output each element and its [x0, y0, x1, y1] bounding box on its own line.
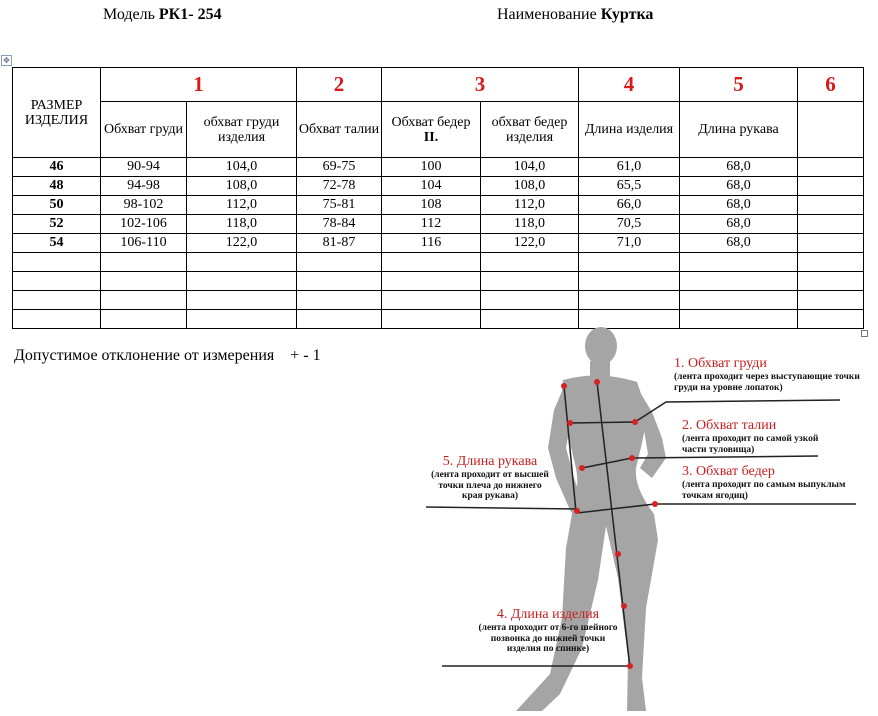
group-number-3: 3 — [382, 68, 579, 102]
marker-neck — [594, 379, 600, 385]
cell-chest: 94-98 — [101, 177, 187, 196]
model-label: Модель — [103, 6, 155, 23]
cell-hips: 112 — [382, 215, 481, 234]
cell-hips: 100 — [382, 158, 481, 177]
cell-length: 71,0 — [579, 234, 680, 253]
table-row-empty — [13, 253, 864, 272]
table-row — [13, 234, 864, 253]
callout-chest — [674, 356, 874, 393]
table-row-empty — [13, 291, 864, 310]
cell-hips: 108 — [382, 196, 481, 215]
group-number-row — [13, 68, 864, 102]
cell-length: 65,5 — [579, 177, 680, 196]
cell-empty — [101, 291, 187, 310]
cell-extra — [798, 234, 864, 253]
cell-hips-garment: 112,0 — [481, 196, 579, 215]
cell-empty — [13, 291, 101, 310]
callout-chest-desc: (лента проходит через выступающие точки груди на уровне лопаток) — [674, 372, 860, 393]
cell-size: 54 — [13, 234, 101, 253]
marker-length-mid — [615, 551, 621, 557]
table-row — [13, 196, 864, 215]
cell-empty — [13, 253, 101, 272]
cell-extra — [798, 215, 864, 234]
group-number-6: 6 — [798, 68, 864, 102]
cell-size: 46 — [13, 158, 101, 177]
cell-empty — [101, 310, 187, 329]
marker-length-mid2 — [621, 603, 627, 609]
callout-sleeve-desc: (лента проходит от высшей точки плеча до нижнего края рукава) — [431, 470, 549, 501]
table-row — [13, 158, 864, 177]
silhouette-torso — [516, 375, 658, 711]
callout-waist-desc: (лента проходит по самой узкой части туловища) — [682, 434, 819, 455]
marker-waist-right — [629, 455, 635, 461]
cell-extra — [798, 196, 864, 215]
measurement-figure — [420, 318, 878, 711]
group-number-5: 5 — [680, 68, 798, 102]
cell-size: 52 — [13, 215, 101, 234]
cell-hips-garment: 104,0 — [481, 158, 579, 177]
marker-hips — [652, 501, 658, 507]
cell-waist: 75-81 — [297, 196, 382, 215]
cell-empty — [798, 291, 864, 310]
col-chest: Обхват груди — [101, 102, 187, 158]
cell-empty — [187, 272, 297, 291]
cell-hips: 104 — [382, 177, 481, 196]
cell-chest-garment: 108,0 — [187, 177, 297, 196]
callout-sleeve — [430, 454, 550, 502]
cell-empty — [481, 253, 579, 272]
callout-hips-title: 3. Обхват бедер — [682, 464, 775, 479]
callout-sleeve-title: 5. Длина рукава — [442, 454, 538, 469]
cell-empty — [297, 253, 382, 272]
cell-sleeve: 68,0 — [680, 158, 798, 177]
callout-waist — [682, 418, 842, 455]
marker-sleeve-end — [574, 508, 580, 514]
cell-length: 61,0 — [579, 158, 680, 177]
cell-waist: 69-75 — [297, 158, 382, 177]
cell-empty — [382, 272, 481, 291]
marker-chest-right — [632, 419, 638, 425]
cell-empty — [187, 291, 297, 310]
product-name-value: Куртка — [600, 6, 654, 23]
cell-empty — [297, 291, 382, 310]
table-move-handle-icon[interactable]: ✥ — [1, 55, 12, 66]
cell-empty — [481, 291, 579, 310]
cell-chest: 106-110 — [101, 234, 187, 253]
cell-hips-garment: 108,0 — [481, 177, 579, 196]
cell-waist: 78-84 — [297, 215, 382, 234]
cell-empty — [798, 253, 864, 272]
model-header — [103, 6, 222, 24]
cell-empty — [297, 272, 382, 291]
cell-size: 50 — [13, 196, 101, 215]
col-hips-mark: II. — [423, 129, 439, 145]
col-waist: Обхват талии — [297, 102, 382, 158]
marker-chest-left — [567, 420, 573, 426]
cell-sleeve: 68,0 — [680, 196, 798, 215]
col-length: Длина изделия — [579, 102, 680, 158]
callout-chest-title: 1. Обхват груди — [674, 356, 767, 371]
cell-empty — [187, 310, 297, 329]
table-row — [13, 177, 864, 196]
cell-empty — [101, 272, 187, 291]
cell-empty — [382, 291, 481, 310]
cell-waist: 72-78 — [297, 177, 382, 196]
cell-empty — [481, 272, 579, 291]
cell-empty — [579, 253, 680, 272]
col-hips — [382, 102, 481, 158]
cell-chest: 90-94 — [101, 158, 187, 177]
line-chest-torso — [570, 422, 635, 423]
model-value: РК1- 254 — [158, 6, 222, 23]
cell-length: 66,0 — [579, 196, 680, 215]
cell-empty — [579, 291, 680, 310]
callout-hips — [682, 464, 868, 501]
cell-empty — [680, 272, 798, 291]
cell-waist: 81-87 — [297, 234, 382, 253]
col-chest-garment: обхват груди изделия — [187, 102, 297, 158]
table-row-empty — [13, 272, 864, 291]
cell-empty — [187, 253, 297, 272]
callout-waist-title: 2. Обхват талии — [682, 418, 777, 433]
cell-empty — [680, 253, 798, 272]
product-name-header — [497, 6, 653, 24]
cell-empty — [13, 272, 101, 291]
group-number-4: 4 — [579, 68, 680, 102]
callout-length-title: 4. Длина изделия — [496, 607, 600, 622]
group-number-1: 1 — [101, 68, 297, 102]
tolerance-note: Допустимое отклонение от измерения + - 1 — [14, 347, 321, 364]
size-header-cell: РАЗМЕР ИЗДЕЛИЯ — [13, 68, 101, 158]
column-label-row — [13, 102, 864, 158]
callout-length — [478, 607, 618, 655]
cell-hips-garment: 118,0 — [481, 215, 579, 234]
cell-sleeve: 68,0 — [680, 234, 798, 253]
col-sleeve: Длина рукава — [680, 102, 798, 158]
cell-empty — [579, 272, 680, 291]
line-sleeve-callout — [426, 507, 577, 509]
cell-chest: 102-106 — [101, 215, 187, 234]
marker-length-end — [627, 663, 633, 669]
cell-chest-garment: 112,0 — [187, 196, 297, 215]
col-hips-garment: обхват бедер изделия — [481, 102, 579, 158]
cell-extra — [798, 158, 864, 177]
cell-empty — [680, 291, 798, 310]
group-number-2: 2 — [297, 68, 382, 102]
cell-sleeve: 68,0 — [680, 215, 798, 234]
cell-chest: 98-102 — [101, 196, 187, 215]
size-chart-table — [12, 67, 864, 329]
table-body — [13, 158, 864, 329]
cell-empty — [297, 310, 382, 329]
cell-extra — [798, 177, 864, 196]
cell-size: 48 — [13, 177, 101, 196]
cell-chest-garment: 122,0 — [187, 234, 297, 253]
table-row — [13, 215, 864, 234]
cell-hips-garment: 122,0 — [481, 234, 579, 253]
product-name-label: Наименование — [497, 6, 597, 23]
cell-chest-garment: 104,0 — [187, 158, 297, 177]
callout-hips-desc: (лента проходит по самым выпуклым точкам ягодиц) — [682, 480, 846, 501]
cell-chest-garment: 118,0 — [187, 215, 297, 234]
cell-empty — [382, 253, 481, 272]
cell-empty — [13, 310, 101, 329]
callout-length-desc: (лента проходит от 6-го шейного позвонка до нижней точки изделия по спинке) — [478, 623, 618, 654]
cell-hips: 116 — [382, 234, 481, 253]
col-extra — [798, 102, 864, 158]
cell-length: 70,5 — [579, 215, 680, 234]
marker-shoulder — [561, 383, 567, 389]
col-hips-label: Обхват бедер — [391, 114, 471, 130]
cell-sleeve: 68,0 — [680, 177, 798, 196]
marker-waist-left — [579, 465, 585, 471]
cell-empty — [101, 253, 187, 272]
cell-empty — [798, 272, 864, 291]
